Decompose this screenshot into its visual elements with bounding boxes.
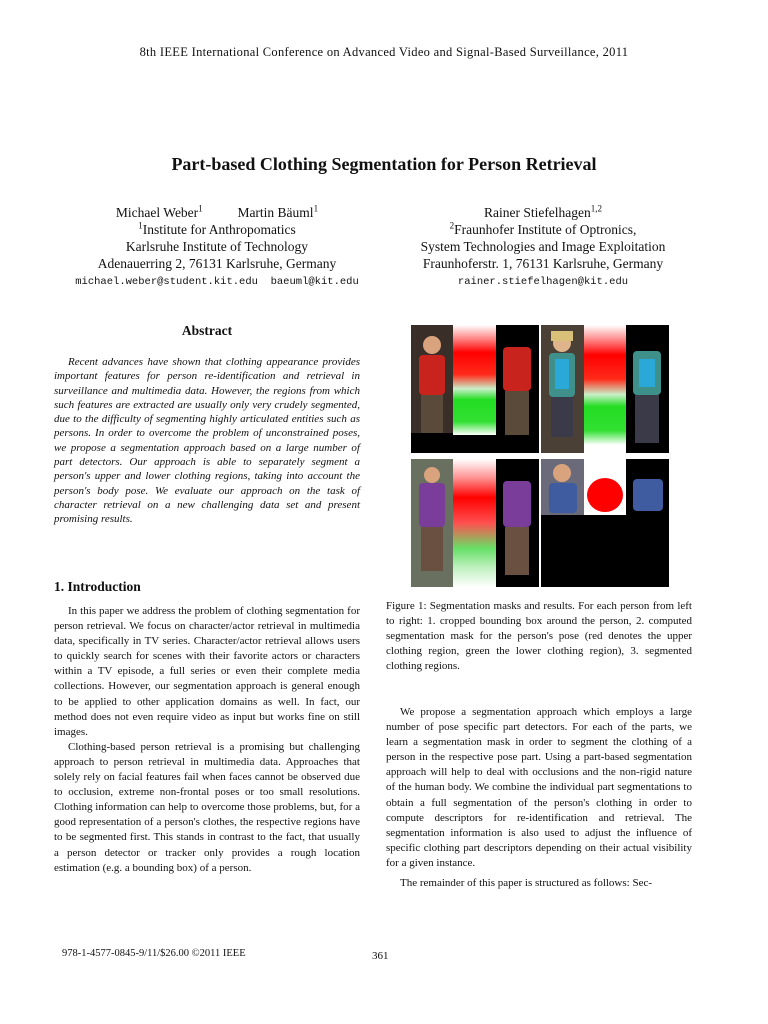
paragraph: Clothing-based person retrieval is a promising but challenging approach to person retrieval in multimedia data. Approaches that solely rely on facial features fail when faces cannot be observed due to occlusion, extreme non-frontal poses or too small resolutions. Clothing information can help to overcome those problems, but, for a good representation of a person's clothes, the respective regions have to be segmented first. This stands in contrast to the fact, that usually a person detector or tracker only provides a rough location estimation (e.g. a bounding box) of a person.: [54, 740, 360, 874]
affiliation-line: [57, 222, 377, 238]
figure-1-image: [411, 325, 669, 587]
affiliation-line: Adenauerring 2, 76131 Karlsruhe, Germany: [97, 256, 337, 271]
figure-caption: Figure 1: Segmentation masks and results. For each person from left to right: 1. cropped bounding box around the person, 2. computed segmentation mask for the person's pose (red denotes the upper clothing region, green the lower clothing region), 3. segmented clothing regions.: [386, 600, 692, 673]
author-emails: [57, 276, 377, 288]
intro-text: [54, 604, 360, 876]
authors-left-names: [57, 205, 377, 221]
conference-header: 8th IEEE International Conference on Advanced Video and Signal-Based Surveillance, 2011: [139, 45, 629, 59]
author-name: Rainer Stiefelhagen: [483, 205, 591, 220]
author-name: Michael Weber: [115, 205, 199, 220]
affil-sup: 2: [449, 220, 455, 231]
author-sup: 1: [313, 203, 319, 214]
figure-panel-1: [411, 325, 539, 453]
right-column-text: [386, 705, 692, 891]
authors-right-names: [383, 205, 703, 221]
abstract-text: [54, 355, 360, 527]
figure-panel-4: [541, 459, 669, 587]
figure-panel-3: [411, 459, 539, 587]
page-number: 361: [372, 950, 389, 962]
affiliation-line: Fraunhoferstr. 1, 76131 Karlsruhe, Germany: [422, 256, 664, 271]
affil-text: Fraunhofer Institute of Optronics,: [454, 222, 637, 237]
email: baeuml@kit.edu: [270, 276, 359, 288]
abstract-heading: Abstract: [181, 323, 233, 338]
affiliation-line: Karlsruhe Institute of Technology: [125, 239, 309, 254]
copyright-footer: 978-1-4577-0845-9/11/$26.00 ©2011 IEEE: [62, 948, 246, 959]
section-heading-introduction: 1. Introduction: [54, 579, 141, 594]
affiliation-line: [383, 222, 703, 238]
paragraph: In this paper we address the problem of clothing segmentation for person retrieval. We focus on character/actor retrieval in multimedia data, specifically in TV series. Character/actor retrieval allows users to quickly search for scenes with their favorite actors or characters within a TV episode, a full series or even their complete media collections. However, our segmentation approach is general enough to be applied to other application domains as well. In fact, our method does not even require video as input but works fine on still images.: [54, 605, 360, 738]
abstract-paragraph: Recent advances have shown that clothing appearance provides important features for person re-identification and retrieval in surveillance and multimedia data. However, the regions from which such features are extracted are usually only very crudely segmented, due to the difficulty of segmenting highly articulated entities such as persons. In order to overcome the problem of unconstrained poses, we propose a segmentation approach based on a large number of part detectors. Our approach is able to separately segment a person's upper and lower clothing regions, taking into account the person's body pose. We evaluate our approach on the task of character retrieval on a new challenging data set and present promising results.: [54, 356, 360, 526]
affil-text: Institute for Anthropomatics: [142, 222, 296, 237]
paragraph: The remainder of this paper is structured as follows: Sec-: [400, 877, 653, 890]
author-sup: 1,2: [590, 203, 603, 214]
author-email: rainer.stiefelhagen@kit.edu: [457, 276, 629, 288]
figure-panel-2: [541, 325, 669, 453]
affil-sup: 1: [138, 220, 143, 231]
paragraph: We propose a segmentation approach which employs a large number of pose specific part detectors. For each of the parts, we learn a segmentation mask in order to segment the clothing of a person in the respective pose part. Using a part-based segmentation approach will help to deal with occlusions and the non-rigid nature of the human body. We combine the individual part segmentations to obtain a full segmentation of the person's clothing in order to compute descriptors for re-identification and retrieval. The segmentation information is also used to adjust the influence of specific clothing part descriptors depending on their actual visibility for a given instance.: [386, 706, 692, 869]
affiliation-line: System Technologies and Image Exploitation: [420, 239, 666, 254]
author-name: Martin Bäuml: [237, 205, 314, 220]
paper-title: Part-based Clothing Segmentation for Person Retrieval: [171, 154, 597, 174]
author-sup: 1: [198, 203, 203, 214]
email: michael.weber@student.kit.edu: [75, 276, 258, 288]
